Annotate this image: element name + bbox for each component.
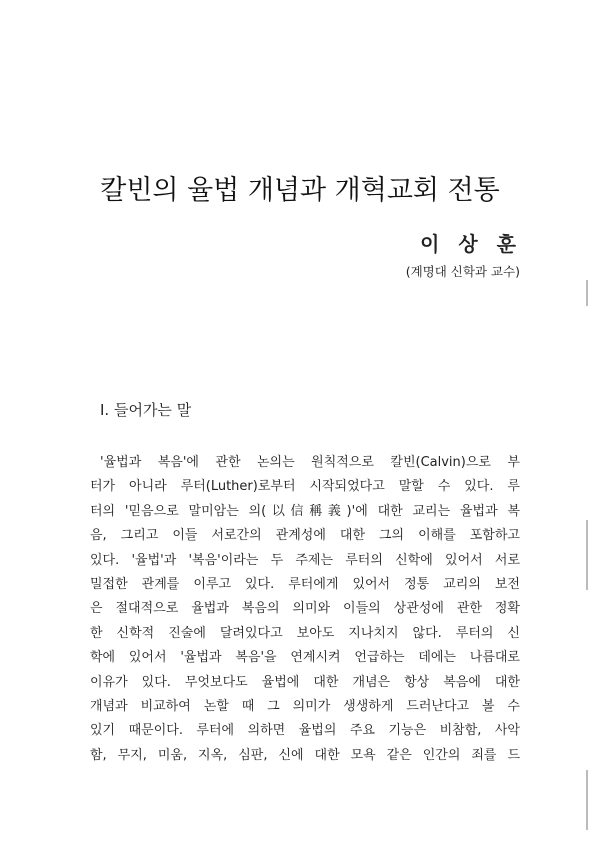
paragraph-line: 터의 '믿음으로 말미암는 의(以信稱義)'에 대한 교리는 율법과 복 xyxy=(90,503,520,519)
paragraph-line: 터가 아니라 루터(Luther)로부터 시작되었다고 말할 수 있다. 루 xyxy=(90,479,520,495)
paragraph-line: 밀접한 관계를 이루고 있다. 루터에게 있어서 정통 교리의 보전 xyxy=(90,576,520,592)
scan-edge-mark xyxy=(586,280,588,306)
paper-title: 칼빈의 율법 개념과 개혁교회 전통 xyxy=(100,175,500,206)
paragraph-line: '율법과 복음'에 관한 논의는 원칙적으로 칼빈(Calvin)으로 부 xyxy=(100,455,520,470)
scan-edge-mark xyxy=(586,770,588,830)
paragraph-line: 있다. '율법'과 '복음'이라는 두 주제는 루터의 신학에 있어서 서로 xyxy=(90,552,520,568)
paragraph-line: 이유가 있다. 무엇보다도 율법에 대한 개념은 항상 복음에 대한 xyxy=(90,674,520,690)
scan-edge-mark xyxy=(586,520,588,590)
paragraph-line: 개념과 비교하여 논할 때 그 의미가 생생하게 드러난다고 볼 수 xyxy=(90,698,520,714)
body-paragraph xyxy=(90,451,520,768)
paragraph-line: 한 신학적 진술에 달려있다고 보아도 지나치지 않다. 루터의 신 xyxy=(90,625,520,641)
paragraph-line: 학에 있어서 '율법과 복음'을 연계시켜 언급하는 데에는 나름대로 xyxy=(90,650,520,666)
paragraph-line: 있기 때문이다. 루터에 의하면 율법의 주요 기능은 비참함, 사악 xyxy=(90,723,520,739)
author-name: 이 상 훈 xyxy=(420,232,522,256)
paragraph-line: 음, 그리고 이들 서로간의 관계성에 대한 그의 이해를 포함하고 xyxy=(90,528,520,544)
author-affiliation: (계명대 신학과 교수) xyxy=(405,264,520,279)
paragraph-line: 함, 무지, 미움, 지옥, 심판, 신에 대한 모욕 같은 인간의 죄를 드 xyxy=(90,747,520,763)
section-heading: Ⅰ. 들어가는 말 xyxy=(100,401,192,419)
paragraph-line: 은 절대적으로 율법과 복음의 의미와 이들의 상관성에 관한 정확 xyxy=(90,601,520,617)
